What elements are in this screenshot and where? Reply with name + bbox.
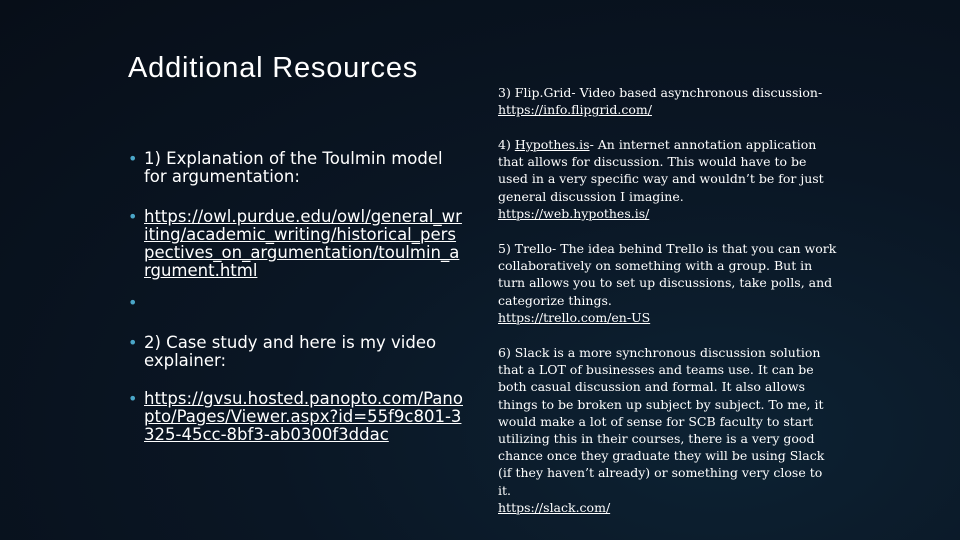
slide-title: Additional Resources bbox=[128, 52, 419, 84]
hypothesis-text bbox=[498, 136, 838, 205]
flipgrid-block bbox=[498, 84, 838, 118]
list-item-case-study bbox=[128, 334, 463, 370]
bullet-icon: • bbox=[128, 293, 138, 312]
bullet-icon: • bbox=[128, 389, 138, 408]
slack-block bbox=[498, 344, 838, 516]
panopto-link[interactable]: https://gvsu.hosted.panopto.com/Panopto/Pages/Viewer.aspx?id=55f9c801-3325-45cc-8bf3-ab0300f3ddac bbox=[144, 389, 463, 444]
toulmin-text: 1) Explanation of the Toulmin model for argumentation: bbox=[144, 149, 443, 186]
flipgrid-text: 3) Flip.Grid- Video based asynchronous discussion- bbox=[498, 85, 823, 100]
hypothesis-link[interactable]: https://web.hypothes.is/ bbox=[498, 205, 650, 221]
case-study-text: 2) Case study and here is my video explainer: bbox=[144, 333, 437, 370]
hypothesis-block bbox=[498, 136, 838, 222]
bullet-icon: • bbox=[128, 149, 138, 168]
flipgrid-link[interactable]: https://info.flipgrid.com/ bbox=[498, 102, 652, 118]
hypothesis-prefix: 4) bbox=[498, 137, 515, 152]
bullet-icon: • bbox=[128, 207, 138, 226]
list-item-toulmin-link bbox=[128, 208, 463, 280]
hypothesis-name-link[interactable]: Hypothes.is bbox=[514, 137, 590, 152]
bullet-icon: • bbox=[128, 333, 138, 352]
slack-link[interactable]: https://slack.com/ bbox=[498, 499, 611, 515]
trello-block bbox=[498, 240, 838, 326]
toulmin-link[interactable]: https://owl.purdue.edu/owl/general_writing/academic_writing/historical_perspectives_on_argumentation/toulmin_argument.html bbox=[144, 207, 462, 280]
list-item-toulmin bbox=[128, 150, 463, 186]
trello-link[interactable]: https://trello.com/en-US bbox=[498, 309, 651, 325]
hypothesis-description: - An internet annotation application that allows for discussion. This would have to be used in a very specific way and wouldn’t be for just general discussion I imagine. bbox=[498, 137, 824, 204]
list-item-panopto-link bbox=[128, 390, 463, 444]
trello-text: 5) Trello- The idea behind Trello is that you can work collaboratively on something with a group. But in turn allows you to set up discussions, take polls, and categorize things. bbox=[498, 241, 837, 308]
slack-text: 6) Slack is a more synchronous discussion solution that a LOT of businesses and teams use. It can be both casual discussion and formal. It also allows things to be broken up subject by subject. To me, it would make a lot of sense for SCB faculty to start utilizing this in their courses, there is a very good chance once they graduate they will be using Slack (if they haven’t already) or something very close to it. bbox=[498, 345, 825, 498]
